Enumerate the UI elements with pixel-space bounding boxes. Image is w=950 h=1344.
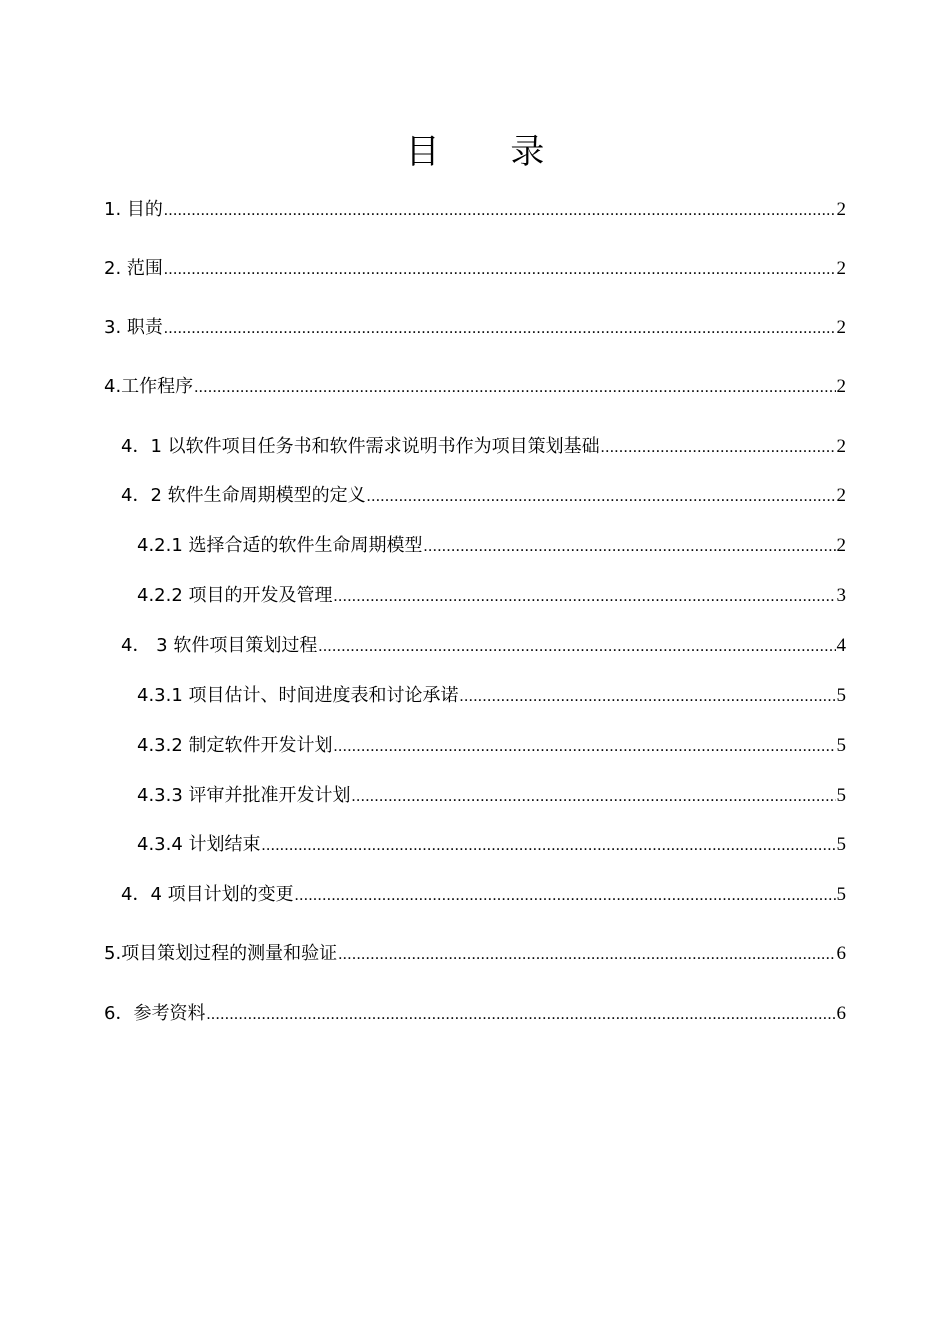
toc-page-number: 2 — [836, 436, 846, 457]
toc-entry-label: 5.项目策划过程的测量和验证 — [104, 943, 338, 964]
toc-entry-label: 4.3.4 计划结束 — [137, 834, 261, 855]
toc-entry-label: 4．2 软件生命周期模型的定义 — [121, 485, 366, 506]
toc-title: 目 录 — [405, 132, 575, 172]
toc-entry-responsibilities[interactable] — [104, 315, 846, 341]
toc-leader-dots — [334, 734, 836, 760]
toc-entry-label: 6．参考资料 — [104, 1003, 206, 1024]
toc-entry-label: 4.3.1 项目估计、时间进度表和讨论承诺 — [137, 685, 459, 706]
toc-leader-dots — [164, 257, 836, 283]
toc-entry-4-3[interactable] — [121, 633, 846, 659]
toc-page-number: 2 — [836, 199, 846, 220]
toc-entry-4-3-4[interactable] — [137, 832, 846, 858]
toc-entry-label: 4.3.2 制定软件开发计划 — [137, 735, 333, 756]
toc-page-number: 5 — [836, 735, 846, 756]
toc-leader-dots — [352, 784, 836, 810]
toc-entry-label: 3. 职责 — [104, 317, 163, 338]
toc-leader-dots — [424, 534, 836, 560]
toc-entry-purpose[interactable] — [104, 197, 846, 223]
toc-entry-4-3-3[interactable] — [137, 783, 846, 809]
toc-leader-dots — [194, 375, 835, 401]
toc-entry-measurement[interactable] — [104, 941, 846, 967]
toc-leader-dots — [262, 833, 836, 859]
toc-entry-references[interactable] — [104, 1001, 846, 1027]
toc-page-number: 2 — [836, 535, 846, 556]
toc-page-number: 6 — [836, 1003, 846, 1024]
toc-entry-label: 4.2.2 项目的开发及管理 — [137, 585, 333, 606]
toc-leader-dots — [334, 584, 836, 610]
toc-entry-label: 4.工作程序 — [104, 376, 194, 397]
toc-entry-label: 2. 范围 — [104, 258, 163, 279]
toc-leader-dots — [164, 316, 836, 342]
toc-entry-label: 4.2.1 选择合适的软件生命周期模型 — [137, 535, 423, 556]
toc-page-number: 5 — [836, 884, 846, 905]
toc-leader-dots — [318, 634, 835, 660]
toc-leader-dots — [460, 684, 836, 710]
toc-entry-4-2[interactable] — [121, 483, 846, 509]
toc-page-number: 4 — [836, 635, 846, 656]
toc-leader-dots — [601, 435, 836, 461]
toc-page-number: 5 — [836, 785, 846, 806]
toc-leader-dots — [295, 883, 836, 909]
toc-page-number: 6 — [836, 943, 846, 964]
toc-page-number: 5 — [836, 685, 846, 706]
toc-page-number: 2 — [836, 317, 846, 338]
toc-entry-4-3-2[interactable] — [137, 733, 846, 759]
toc-entry-label: 4．4 项目计划的变更 — [121, 884, 294, 905]
toc-page-number: 5 — [836, 834, 846, 855]
toc-entry-procedure[interactable] — [104, 374, 846, 400]
toc-entry-4-2-2[interactable] — [137, 583, 846, 609]
toc-entry-4-1[interactable] — [121, 434, 846, 460]
toc-entry-4-4[interactable] — [121, 882, 846, 908]
toc-leader-dots — [338, 942, 835, 968]
toc-leader-dots — [164, 198, 836, 224]
toc-entry-scope[interactable] — [104, 256, 846, 282]
toc-page-number: 2 — [836, 485, 846, 506]
toc-entry-label: 4.3.3 评审并批准开发计划 — [137, 785, 351, 806]
toc-entry-4-3-1[interactable] — [137, 683, 846, 709]
toc-leader-dots — [367, 484, 836, 510]
toc-page-number: 2 — [836, 376, 846, 397]
toc-page-number: 2 — [836, 258, 846, 279]
toc-entry-label: 1. 目的 — [104, 199, 163, 220]
toc-leader-dots — [206, 1002, 835, 1028]
toc-entry-label: 4． 3 软件项目策划过程 — [121, 635, 318, 656]
toc-entry-label: 4．1 以软件项目任务书和软件需求说明书作为项目策划基础 — [121, 436, 600, 457]
toc-page-number: 3 — [836, 585, 846, 606]
toc-entry-4-2-1[interactable] — [137, 533, 846, 559]
